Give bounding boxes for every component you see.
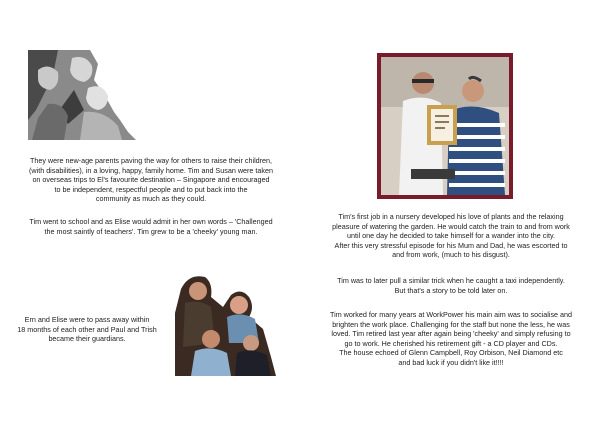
guardians-paragraph: Ern and Elise were to pass away within 18 months of each other and Paul and Trish became their guardians. xyxy=(17,315,157,344)
workpower-paragraph: Tim worked for many years at WorkPower his main aim was to socialise and brighten the work place. Challenging for the staff but none the less, he was loved. Tim retired last year after again being 'cheeky' and simply refusing to go to work. He cherished his retirement gift - a CD player and CDs. The house echoed of Glenn Campbell, Roy Orbison, Neil Diamond etc and bad luck if you didn't like it!!!! xyxy=(329,310,573,367)
family-photo xyxy=(175,273,276,376)
taxi-paragraph: Tim was to later pull a similar trick when he caught a taxi independently. But that's a story to be told later on. xyxy=(337,276,565,295)
award-photo xyxy=(377,53,513,199)
right-page xyxy=(300,0,600,425)
baby-photo xyxy=(28,50,136,140)
school-paragraph: Tim went to school and as Elise would admit in her own words – 'Challenged the most saintly of teachers'. Tim grew to be a 'cheeky' young man. xyxy=(29,217,273,236)
first-job-paragraph: Tim's first job in a nursery developed his love of plants and the relaxing pleasure of watering the garden. He would catch the train to and from work until one day he decided to take himself for a wander into the city. After this very stressful episode for his Mum and Dad, he was escorted to and from work, (much to his disgust). xyxy=(332,212,570,260)
award-photo-inner xyxy=(381,57,509,195)
intro-paragraph: They were new-age parents paving the way for others to raise their children, (with disabilities), in a loving, happy, family home. Tim and Susan were taken on overseas trips to El's favourite destination – Singapore and encouraged to be independent, respectful people and to put back into the community as much as they could. xyxy=(29,156,273,204)
